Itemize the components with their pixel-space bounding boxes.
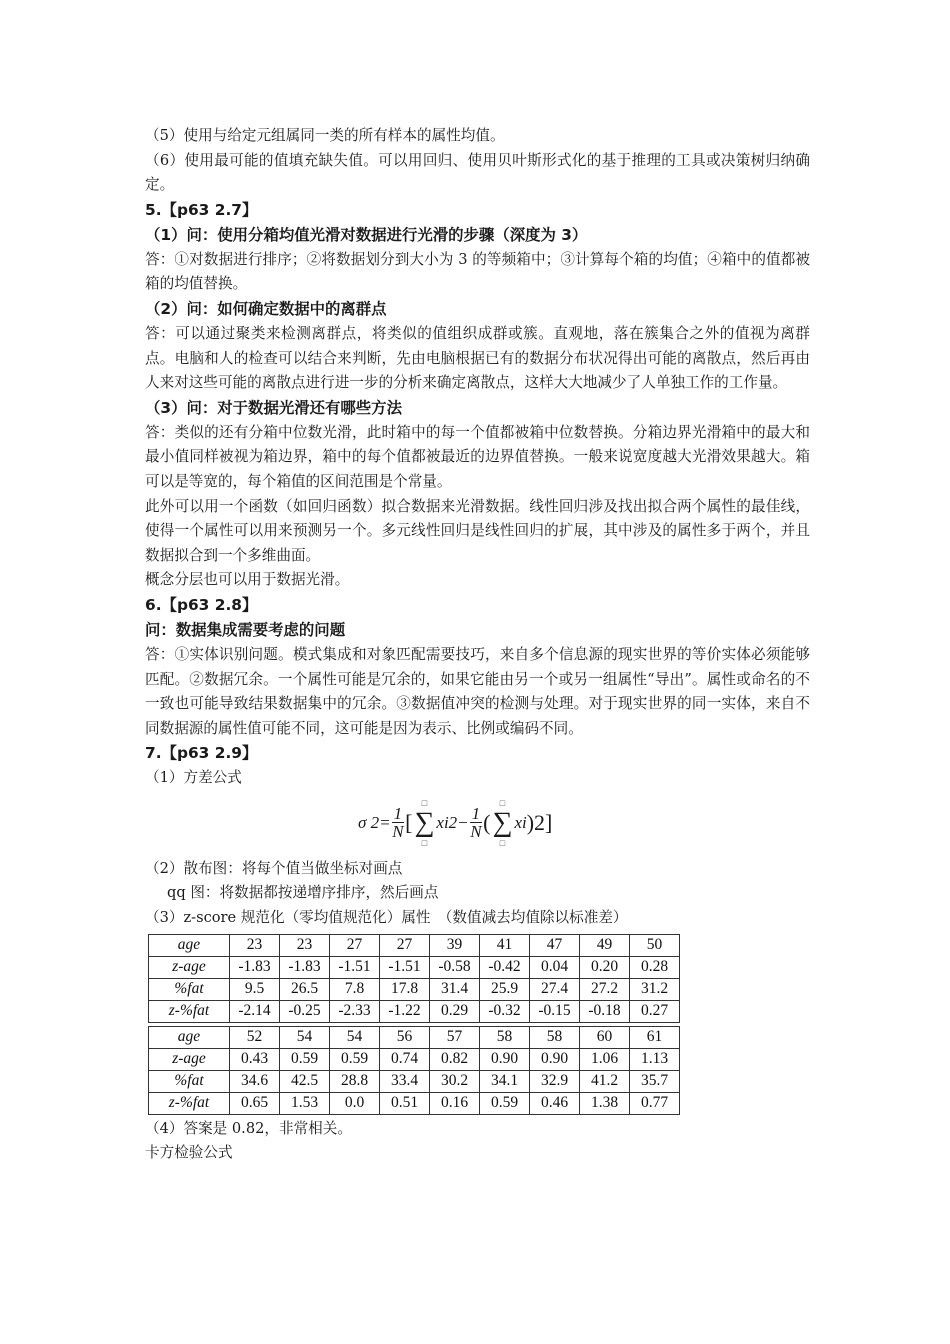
table-cell: 23 — [230, 934, 280, 956]
text-paragraph: （6）使用最可能的值填充缺失值。可以用回归、使用贝叶斯形式化的基于推理的工具或决策树归纳确定。 — [145, 151, 810, 194]
table-cell: 0.82 — [430, 1048, 480, 1070]
sigma-symbol: □ ∑ □ — [414, 797, 435, 848]
table-cell: 50 — [630, 934, 680, 956]
table-row — [149, 978, 680, 1000]
sub-item: （4）答案是 0.82，非常相关。 — [145, 1119, 352, 1137]
table-cell: -1.51 — [380, 956, 430, 978]
table-row — [149, 1048, 680, 1070]
table-cell: 0.16 — [430, 1092, 480, 1114]
table-cell: 42.5 — [280, 1070, 330, 1092]
row-label: age — [149, 1026, 230, 1048]
answer-paragraph: 答：①对数据进行排序；②将数据划分到大小为 3 的等频箱中；③计算每个箱的均值；④箱中的值都被箱的均值替换。 — [145, 250, 810, 293]
table-cell: 0.0 — [330, 1092, 380, 1114]
table-cell: 27 — [330, 934, 380, 956]
sub-item: （1）方差公式 — [145, 769, 242, 787]
row-label: z-age — [149, 956, 230, 978]
table-row — [149, 956, 680, 978]
table-cell: 58 — [530, 1026, 580, 1048]
answer-paragraph: 答：①实体识别问题。模式集成和对象匹配需要技巧，来自多个信息源的现实世界的等价实体必须能够匹配。②数据冗余。一个属性可能是冗余的，如果它能由另一个或另一组属性“导出”。属性或命名的不一致也可能导致结果数据集中的冗余。③数据值冲突的检测与处理。对于现实世界的同一实体，来自不同数据源的属性值可能不同，这可能是因为表示、比例或编码不同。 — [145, 645, 810, 737]
table-cell: 41 — [480, 934, 530, 956]
table-row — [149, 1070, 680, 1092]
table-cell: 0.74 — [380, 1048, 430, 1070]
fraction: $\frac{1}{N}$ — [470, 804, 482, 842]
table-cell: 27.4 — [530, 978, 580, 1000]
table-cell: 23 — [280, 934, 330, 956]
section-heading: 5.【p63 2.7】 — [145, 200, 258, 219]
table-cell: 25.9 — [480, 978, 530, 1000]
table-row — [149, 1000, 680, 1022]
zscore-table-1 — [148, 934, 680, 1023]
table-cell: 35.7 — [630, 1070, 680, 1092]
table-cell: 26.5 — [280, 978, 330, 1000]
table-cell: 0.04 — [530, 956, 580, 978]
row-label: %fat — [149, 1070, 230, 1092]
text-line: （5）使用与给定元组属同一类的所有样本的属性均值。 — [145, 127, 505, 144]
table-cell: 56 — [380, 1026, 430, 1048]
table-cell: -1.22 — [380, 1000, 430, 1022]
table-cell: 0.65 — [230, 1092, 280, 1114]
answer-paragraph: 答：可以通过聚类来检测离群点，将类似的值组织成群或簇。直观地，落在簇集合之外的值视为离群点。电脑和人的检查可以结合来判断，先由电脑根据已有的数据分布状况得出可能的离散点，然后再由人来对这些可能的离散点进行进一步的分析来确定离散点，这样大大地减少了人单独工作的工作量。 — [145, 324, 810, 392]
question-heading: （3）问：对于数据光滑还有哪些方法 — [145, 398, 402, 417]
table-cell: 9.5 — [230, 978, 280, 1000]
variance-formula: σ 2= $\frac{1}{N}$ [ □ ∑ □ xi2− $\frac{1}{N}$ ( □ ∑ □ xi )2] — [358, 797, 553, 848]
table-cell: 0.77 — [630, 1092, 680, 1114]
table-cell: 61 — [630, 1026, 680, 1048]
table-cell: -0.42 — [480, 956, 530, 978]
table-cell: 0.20 — [580, 956, 630, 978]
answer-paragraph: 答：类似的还有分箱中位数光滑，此时箱中的每一个值都被箱中位数替换。分箱边界光滑箱中的最大和最小值同样被视为箱边界，箱中的每个值都被最近的边界值替换。一般来说宽度越大光滑效果越大。箱可以是等宽的，每个箱值的区间范围是个常量。 — [145, 423, 810, 490]
table-cell: -2.33 — [330, 1000, 380, 1022]
table-cell: -0.25 — [280, 1000, 330, 1022]
table-cell: -0.58 — [430, 956, 480, 978]
table-cell: -2.14 — [230, 1000, 280, 1022]
zscore-table-2 — [148, 1026, 680, 1115]
table-cell: 0.59 — [280, 1048, 330, 1070]
row-label: z-%fat — [149, 1092, 230, 1114]
sub-item: qq 图：将数据都按递增序排序，然后画点 — [167, 884, 439, 902]
row-label: z-%fat — [149, 1000, 230, 1022]
table-cell: -0.15 — [530, 1000, 580, 1022]
table-cell: 0.46 — [530, 1092, 580, 1114]
table-cell: 49 — [580, 934, 630, 956]
table-cell: 1.38 — [580, 1092, 630, 1114]
table-row — [149, 1092, 680, 1114]
table-cell: 58 — [480, 1026, 530, 1048]
question-heading: （2）问：如何确定数据中的离群点 — [145, 299, 387, 318]
table-cell: -0.18 — [580, 1000, 630, 1022]
table-cell: 0.90 — [530, 1048, 580, 1070]
section-heading: 7.【p63 2.9】 — [145, 744, 258, 763]
sub-item: （3）z-score 规范化（零均值规范化）属性 （数值减去均值除以标准差） — [145, 909, 628, 927]
table-cell: 54 — [330, 1026, 380, 1048]
table-row — [149, 1026, 680, 1048]
table-cell: 0.59 — [480, 1092, 530, 1114]
question-heading: （1）问：使用分箱均值光滑对数据进行光滑的步骤（深度为 3） — [145, 225, 588, 244]
table-cell: 47 — [530, 934, 580, 956]
table-cell: 52 — [230, 1026, 280, 1048]
table-cell: 0.28 — [630, 956, 680, 978]
table-cell: -1.51 — [330, 956, 380, 978]
table-cell: 39 — [430, 934, 480, 956]
answer-paragraph: 概念分层也可以用于数据光滑。 — [145, 571, 350, 589]
document-page — [145, 124, 810, 1166]
row-label: age — [149, 934, 230, 956]
table-cell: 34.6 — [230, 1070, 280, 1092]
table-cell: 0.27 — [630, 1000, 680, 1022]
row-label: z-age — [149, 1048, 230, 1070]
table-cell: 30.2 — [430, 1070, 480, 1092]
question-heading: 问：数据集成需要考虑的问题 — [145, 620, 346, 639]
table-cell: 27.2 — [580, 978, 630, 1000]
table-cell: 28.8 — [330, 1070, 380, 1092]
table-cell: 1.06 — [580, 1048, 630, 1070]
table-cell: 1.53 — [280, 1092, 330, 1114]
table-cell: 31.2 — [630, 978, 680, 1000]
table-cell: 1.13 — [630, 1048, 680, 1070]
fraction: $\frac{1}{N}$ — [392, 804, 404, 842]
table-cell: -1.83 — [230, 956, 280, 978]
table-cell: -0.32 — [480, 1000, 530, 1022]
table-cell: 31.4 — [430, 978, 480, 1000]
table-cell: 0.51 — [380, 1092, 430, 1114]
table-row — [149, 934, 680, 956]
table-cell: 54 — [280, 1026, 330, 1048]
table-cell: 0.90 — [480, 1048, 530, 1070]
answer-paragraph: 此外可以用一个函数（如回归函数）拟合数据来光滑数据。线性回归涉及找出拟合两个属性的最佳线，使得一个属性可以用来预测另一个。多元线性回归是线性回归的扩展，其中涉及的属性多于两个，并且数据拟合到一个多维曲面。 — [145, 497, 810, 564]
table-cell: 7.8 — [330, 978, 380, 1000]
table-cell: -1.83 — [280, 956, 330, 978]
sigma-symbol: □ ∑ □ — [492, 797, 513, 848]
table-cell: 41.2 — [580, 1070, 630, 1092]
table-cell: 27 — [380, 934, 430, 956]
sub-item: 卡方检验公式 — [145, 1144, 233, 1162]
table-cell: 60 — [580, 1026, 630, 1048]
table-cell: 32.9 — [530, 1070, 580, 1092]
section-heading: 6.【p63 2.8】 — [145, 595, 258, 614]
table-cell: 34.1 — [480, 1070, 530, 1092]
table-cell: 57 — [430, 1026, 480, 1048]
table-cell: 0.43 — [230, 1048, 280, 1070]
table-cell: 17.8 — [380, 978, 430, 1000]
formula-lhs: σ 2= — [358, 812, 391, 832]
table-cell: 0.59 — [330, 1048, 380, 1070]
table-cell: 0.29 — [430, 1000, 480, 1022]
table-cell: 33.4 — [380, 1070, 430, 1092]
sub-item: （2）散布图：将每个值当做坐标对画点 — [145, 859, 403, 877]
row-label: %fat — [149, 978, 230, 1000]
